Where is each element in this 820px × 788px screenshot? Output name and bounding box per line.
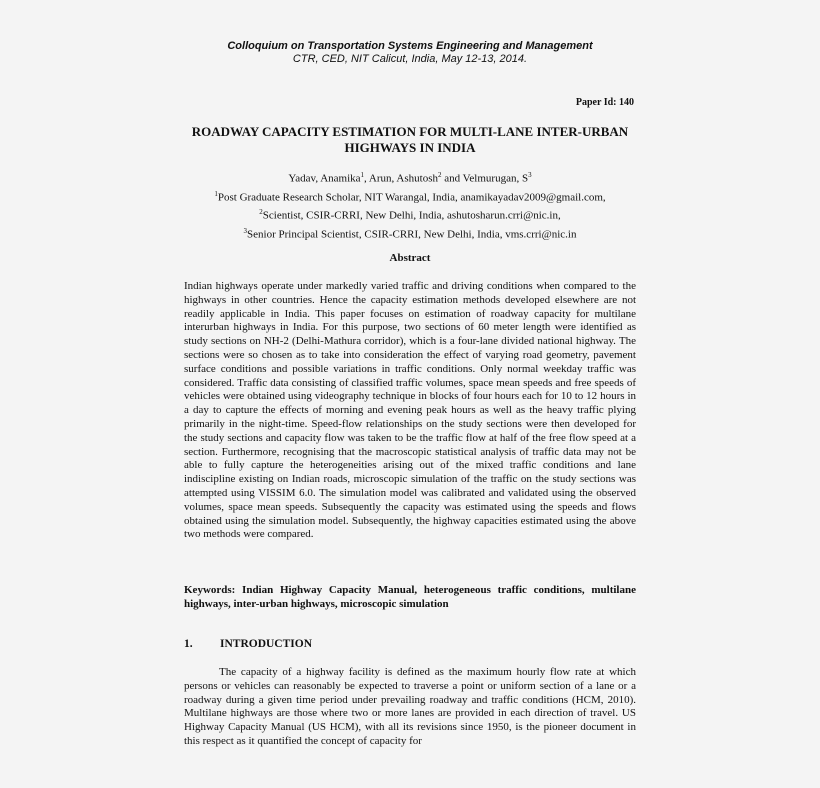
affiliation-3: $^3$Senior Principal Scientist, CSIR-CRRI, New Delhi, India, vms.crri@nic.in [243, 226, 577, 241]
affiliation-2: $^2$Scientist, CSIR-CRRI, New Delhi, India, ashutosharun.crri@nic.in, [259, 208, 561, 222]
abstract-heading: Abstract [389, 252, 431, 264]
conference-venue: CTR, CED, NIT Calicut, India, May 12-13, 2014. [292, 53, 528, 65]
paper-title: ROADWAY CAPACITY ESTIMATION FOR MULTI-LANE INTER-URBAN HIGHWAYS IN INDIA [191, 124, 629, 155]
paper-id: Paper Id: 140 [575, 97, 634, 108]
section-number: 1. [184, 638, 193, 650]
author-block [0, 168, 820, 243]
affiliation-1: $^1$Post Graduate Research Scholar, NIT Warangal, India, anamikayadav2009@gmail.com, [214, 189, 606, 204]
section-title: INTRODUCTION [220, 638, 313, 650]
abstract-text: Indian highways operate under markedly varied traffic and driving conditions when compared to the highways in other countries. Hence the capacity estimation methods developed elsewhere are not readily applicable in India. This paper focuses on estimation of roadway capacity for multilane interurban highways in India. For this purpose, two sections of 60 meter length were identified as study sections on NH-2 (Delhi-Mathura corridor), which is a four-lane divided national highway. The sections were so chosen as to take into consideration the effect of varying road geometry, pavement surface conditions and possible variations in traffic conditions. Only normal weekday traffic was considered. Traffic data consisting of classified traffic volumes, space mean speeds and free speeds of vehicles were obtained using videography technique in blocks of four hours each for 10 to 12 hours in a day to capture the effects of morning and evening peak hours as well as the heavy traffic plying primarily in the night-time. Speed-flow relationships on the study sections were then developed for the study sections and capacity flow was taken to be the traffic flow at half of the free flow speed at a section. Furthermore, recognising that the macroscopic statistical analysis of traffic data may not be able to fully capture the heterogeneities arising out of the mixed traffic conditions and lane indiscipline existing on Indian roads, microscopic simulation of the traffic on the study sections was attempted using VISSIM 6.0. The simulation model was calibrated and validated using the observed volumes, space mean speeds. Subsequently the capacity was estimated using the speeds and flows obtained using the simulation model. Subsequently, the highway capacities estimated using the above two methods were compared. [184, 280, 636, 541]
conference-name: Colloquium on Transportation Systems Engineering and Management [227, 40, 593, 52]
introduction-text: The capacity of a highway facility is defined as the maximum hourly flow rate at which persons or vehicles can reasonably be expected to traverse a point or uniform section of a lane or a roadway during a given time period under prevailing roadway and traffic conditions (HCM, 2010). Multilane highways are those where two or more lanes are provided in each direction of travel. US Highway Capacity Manual (US HCM), with all its revisions since 1950, is the pioneer document in this respect as it quantified the concept of capacity for [184, 666, 636, 747]
keywords: Keywords: Indian Highway Capacity Manual, heterogeneous traffic conditions, multilane highways, inter-urban highways, microscopic simulation [184, 584, 636, 610]
section-heading [184, 638, 312, 650]
author-names: Yadav, Anamika$^1$, Arun, Ashutosh$^2$ and Velmurugan, $S^3$ [288, 171, 532, 185]
